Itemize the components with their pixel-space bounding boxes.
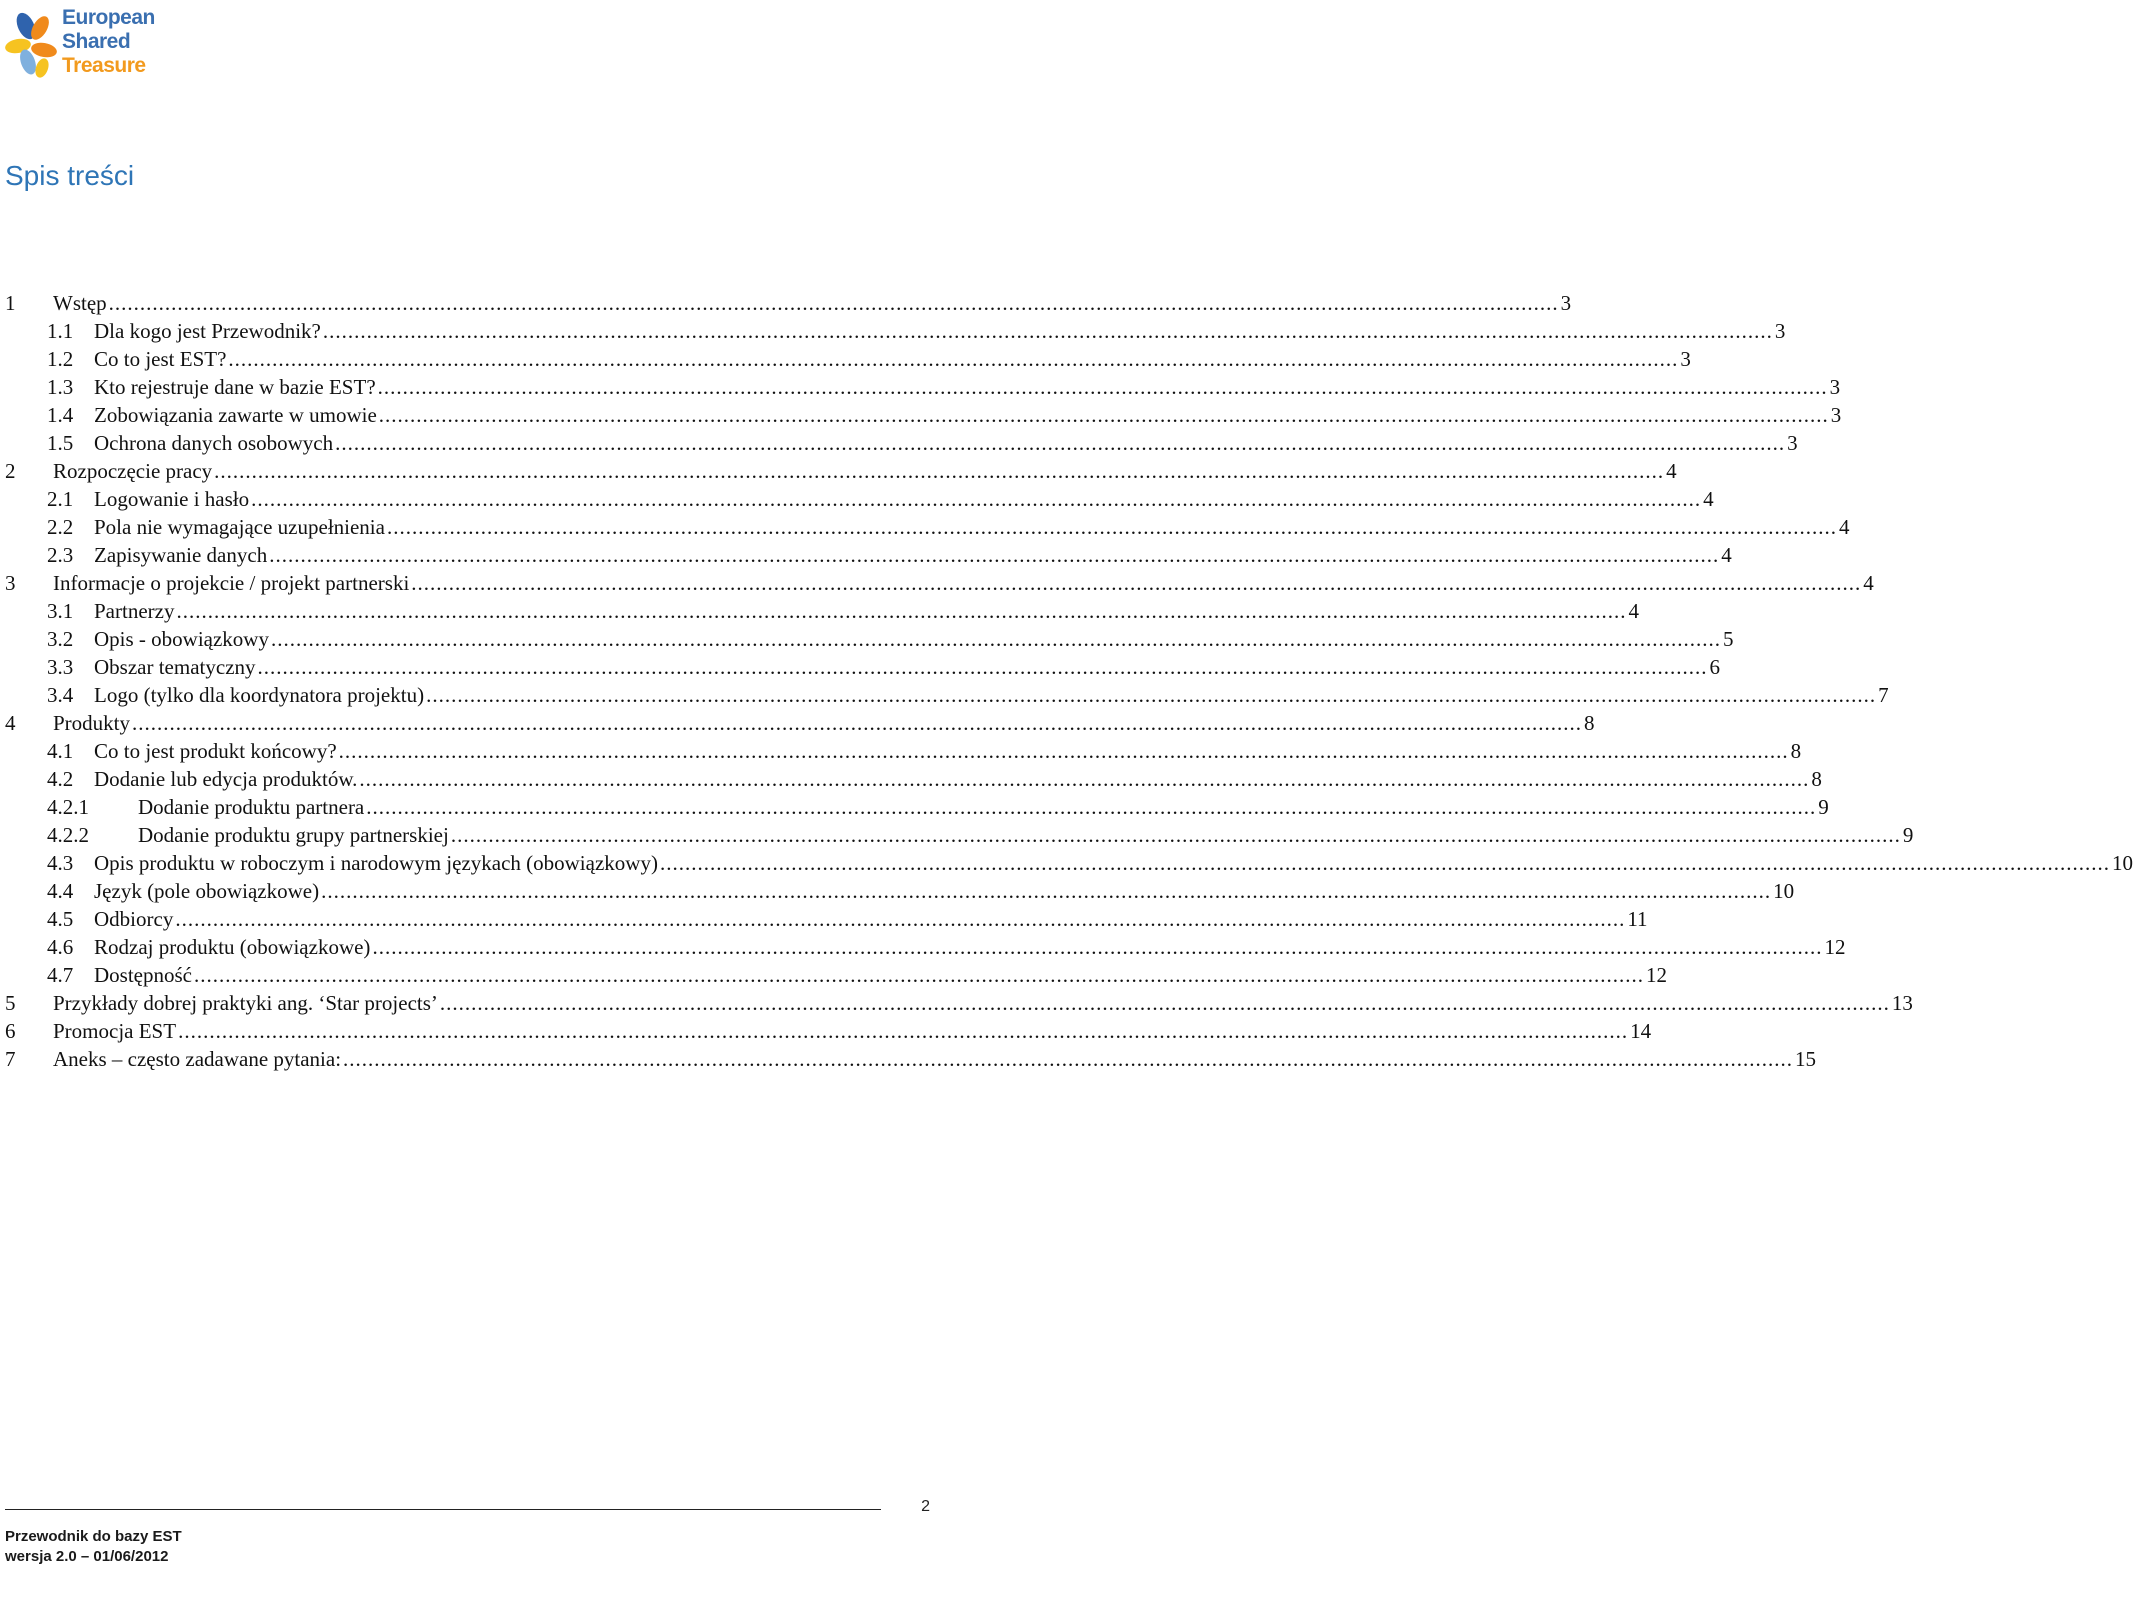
toc-entry-page: 8 — [1790, 739, 1802, 763]
toc-entry-title: Wstęp — [53, 291, 107, 315]
toc-entry-number: 4.5 — [47, 907, 74, 931]
toc-dot-leader — [321, 877, 1771, 905]
toc-dot-leader — [440, 989, 1890, 1017]
toc-entry-title: Co to jest EST? — [94, 347, 227, 371]
toc-entry-page: 3 — [1560, 291, 1572, 315]
toc-dot-leader — [132, 709, 1582, 737]
toc-dot-leader — [269, 541, 1719, 569]
toc-entry-title: Ochrona danych osobowych — [94, 431, 334, 455]
toc-entry[interactable] — [5, 485, 1714, 513]
toc-dot-leader — [251, 485, 1701, 513]
toc-entry[interactable] — [5, 429, 1798, 457]
toc-entry-number: 2.3 — [47, 543, 74, 567]
toc-entry-number: 6 — [5, 1019, 16, 1043]
toc-dot-leader — [339, 737, 1789, 765]
toc-entry-title: Logo (tylko dla koordynatora projektu) — [94, 683, 425, 707]
toc-entry-page: 4 — [1666, 459, 1677, 483]
toc-entry[interactable] — [5, 625, 1734, 653]
toc-entry-page: 3 — [1830, 403, 1842, 427]
logo-line-european: European — [62, 6, 155, 29]
toc-entry-title: Logowanie i hasło — [94, 487, 250, 511]
toc-entry-page: 3 — [1680, 347, 1691, 371]
toc-entry-page: 12 — [1824, 935, 1846, 959]
toc-entry-page: 13 — [1891, 991, 1913, 1015]
toc-entry-number: 4.3 — [47, 851, 74, 875]
toc-entry-number: 3.4 — [47, 683, 74, 707]
toc-entry-number: 3.2 — [47, 627, 74, 651]
toc-entry-title: Obszar tematyczny — [94, 655, 256, 679]
toc-entry-title: Dodanie produktu grupy partnerskiej — [138, 823, 449, 847]
toc-entry-number: 4.1 — [47, 739, 74, 763]
toc-entry-number: 4.2.2 — [47, 823, 89, 847]
toc-entry-title: Co to jest produkt końcowy? — [94, 739, 337, 763]
toc-entry-number: 1.4 — [47, 403, 74, 427]
toc-entry-title: Dodanie lub edycja produktów. — [94, 767, 358, 791]
footer-document-name: Przewodnik do bazy EST — [5, 1528, 182, 1545]
toc-entry[interactable] — [5, 1045, 1817, 1073]
toc-dot-leader — [660, 849, 2110, 877]
toc-entry-title: Promocja EST — [53, 1019, 177, 1043]
toc-entry[interactable] — [5, 961, 1667, 989]
toc-entry-page: 4 — [1863, 571, 1874, 595]
toc-entry[interactable] — [5, 681, 1889, 709]
toc-entry-number: 1.2 — [47, 347, 74, 371]
toc-entry[interactable] — [5, 569, 1874, 597]
toc-entry-page: 8 — [1811, 767, 1822, 791]
toc-entry-number: 7 — [5, 1047, 16, 1071]
footer — [5, 1527, 182, 1567]
toc-entry-number: 1.3 — [47, 375, 74, 399]
toc-dot-leader — [426, 681, 1876, 709]
toc-dot-leader — [411, 569, 1861, 597]
toc-dot-leader — [176, 597, 1626, 625]
toc-entry[interactable] — [5, 597, 1639, 625]
toc-entry-title: Rozpoczęcie pracy — [53, 459, 213, 483]
toc-entry[interactable] — [5, 933, 1846, 961]
toc-dot-leader — [366, 793, 1816, 821]
toc-entry-page: 8 — [1584, 711, 1595, 735]
toc-entry-number: 2 — [5, 459, 16, 483]
toc-entry[interactable] — [5, 1017, 1652, 1045]
toc-entry-page: 3 — [1787, 431, 1798, 455]
toc-dot-leader — [271, 625, 1721, 653]
toc-entry-page: 7 — [1878, 683, 1889, 707]
toc-entry-page: 4 — [1838, 515, 1850, 539]
toc-entry-title: Zobowiązania zawarte w umowie — [94, 403, 377, 427]
toc-dot-leader — [175, 905, 1625, 933]
toc-dot-leader — [343, 1045, 1793, 1073]
toc-entry-page: 5 — [1722, 627, 1734, 651]
toc-entry[interactable] — [5, 653, 1721, 681]
toc-entry[interactable] — [5, 317, 1786, 345]
toc-entry-page: 9 — [1818, 795, 1829, 819]
est-logo — [4, 4, 174, 84]
toc-entry-title: Język (pole obowiązkowe) — [94, 879, 320, 903]
toc-entry-title: Kto rejestruje dane w bazie EST? — [94, 375, 376, 399]
toc-entry-page: 10 — [1773, 879, 1795, 903]
toc-entry[interactable] — [5, 765, 1822, 793]
toc-entry[interactable] — [5, 905, 1648, 933]
toc-entry-title: Przykłady dobrej praktyki ang. ‘Star projects’ — [53, 991, 438, 1015]
toc-entry-title: Partnerzy — [94, 599, 175, 623]
toc-dot-leader — [214, 457, 1664, 485]
flower-logo-icon — [4, 4, 64, 84]
toc-entry[interactable] — [5, 373, 1841, 401]
toc-dot-leader — [335, 429, 1785, 457]
toc-entry-title: Dostępność — [94, 963, 192, 987]
toc-entry-number: 2.1 — [47, 487, 74, 511]
toc-dot-leader — [323, 317, 1773, 345]
toc-entry-number: 4.2 — [47, 767, 74, 791]
logo-line-shared: Shared — [62, 30, 131, 53]
toc-entry[interactable] — [5, 709, 1595, 737]
toc-entry-number: 4.7 — [47, 963, 74, 987]
toc-entry-number: 4.2.1 — [47, 795, 89, 819]
toc-entry[interactable] — [5, 849, 2133, 877]
toc-entry-page: 6 — [1709, 655, 1721, 679]
toc-entry-page: 4 — [1628, 599, 1639, 623]
toc-entry[interactable] — [5, 989, 1913, 1017]
toc-entry[interactable] — [5, 541, 1732, 569]
toc-entry-page: 12 — [1646, 963, 1667, 987]
toc-entry-title: Produkty — [53, 711, 131, 735]
toc-entry[interactable] — [5, 737, 1802, 765]
toc-entry-number: 4 — [5, 711, 16, 735]
toc-entry-page: 10 — [2111, 851, 2133, 875]
toc-entry-number: 1.5 — [47, 431, 74, 455]
toc-entry[interactable] — [5, 289, 1572, 317]
toc-entry-title: Informacje o projekcie / projekt partnerski — [53, 571, 410, 595]
logo-wordmark — [62, 6, 155, 78]
toc-entry-page: 3 — [1774, 319, 1786, 343]
toc-entry-title: Zapisywanie danych — [94, 543, 268, 567]
page-number: 2 — [921, 1498, 930, 1515]
toc-entry-number: 5 — [5, 991, 16, 1015]
toc-entry-title: Dodanie produktu partnera — [138, 795, 365, 819]
toc-entry-number: 2.2 — [47, 515, 74, 539]
toc-entry-number: 3 — [5, 571, 16, 595]
toc-entry-number: 1.1 — [47, 319, 74, 343]
toc-entry[interactable] — [5, 401, 1842, 429]
toc-entry-page: 4 — [1721, 543, 1732, 567]
toc-entry-number: 4.6 — [47, 935, 74, 959]
toc-entry-page: 15 — [1795, 1047, 1817, 1071]
toc-entry-page: 3 — [1829, 375, 1841, 399]
footer-divider — [5, 1509, 881, 1510]
toc-dot-leader — [228, 345, 1678, 373]
toc-entry-title: Odbiorcy — [94, 907, 174, 931]
toc-dot-leader — [387, 513, 1837, 541]
footer-version: wersja 2.0 – 01/06/2012 — [5, 1548, 169, 1565]
toc-dot-leader — [109, 289, 1559, 317]
toc-entry-page: 11 — [1627, 907, 1648, 931]
toc-dot-leader — [194, 961, 1644, 989]
toc-entry[interactable] — [5, 793, 1829, 821]
toc-entry-title: Dla kogo jest Przewodnik? — [94, 319, 321, 343]
page-title: Spis treści — [5, 160, 135, 191]
toc-entry-title: Aneks – często zadawane pytania: — [53, 1047, 342, 1071]
toc-entry-page: 4 — [1703, 487, 1714, 511]
toc-entry-number: 3.3 — [47, 655, 74, 679]
toc-entry-page: 9 — [1902, 823, 1914, 847]
toc-dot-leader — [178, 1017, 1628, 1045]
toc-dot-leader — [359, 765, 1809, 793]
toc-entry-number: 1 — [5, 291, 16, 315]
toc-entry-title: Opis produktu w roboczym i narodowym językach (obowiązkowy) — [94, 851, 658, 875]
toc-entry-number: 4.4 — [47, 879, 74, 903]
toc-entry[interactable] — [5, 513, 1850, 541]
toc-dot-leader — [451, 821, 1901, 849]
toc-dot-leader — [372, 933, 1822, 961]
toc-entry[interactable] — [5, 877, 1795, 905]
toc-entry[interactable] — [5, 457, 1677, 485]
toc-entry-title: Rodzaj produktu (obowiązkowe) — [94, 935, 371, 959]
logo-line-treasure: Treasure — [62, 54, 146, 77]
toc-entry-title: Opis - obowiązkowy — [94, 627, 269, 651]
toc-dot-leader — [379, 401, 1829, 429]
toc-entry[interactable] — [5, 821, 1914, 849]
toc-dot-leader — [378, 373, 1828, 401]
toc-dot-leader — [258, 653, 1708, 681]
toc-entry[interactable] — [5, 345, 1691, 373]
toc-entry-number: 3.1 — [47, 599, 74, 623]
table-of-contents — [5, 289, 2133, 1073]
toc-entry-page: 14 — [1630, 1019, 1652, 1043]
toc-entry-title: Pola nie wymagające uzupełnienia — [94, 515, 385, 539]
